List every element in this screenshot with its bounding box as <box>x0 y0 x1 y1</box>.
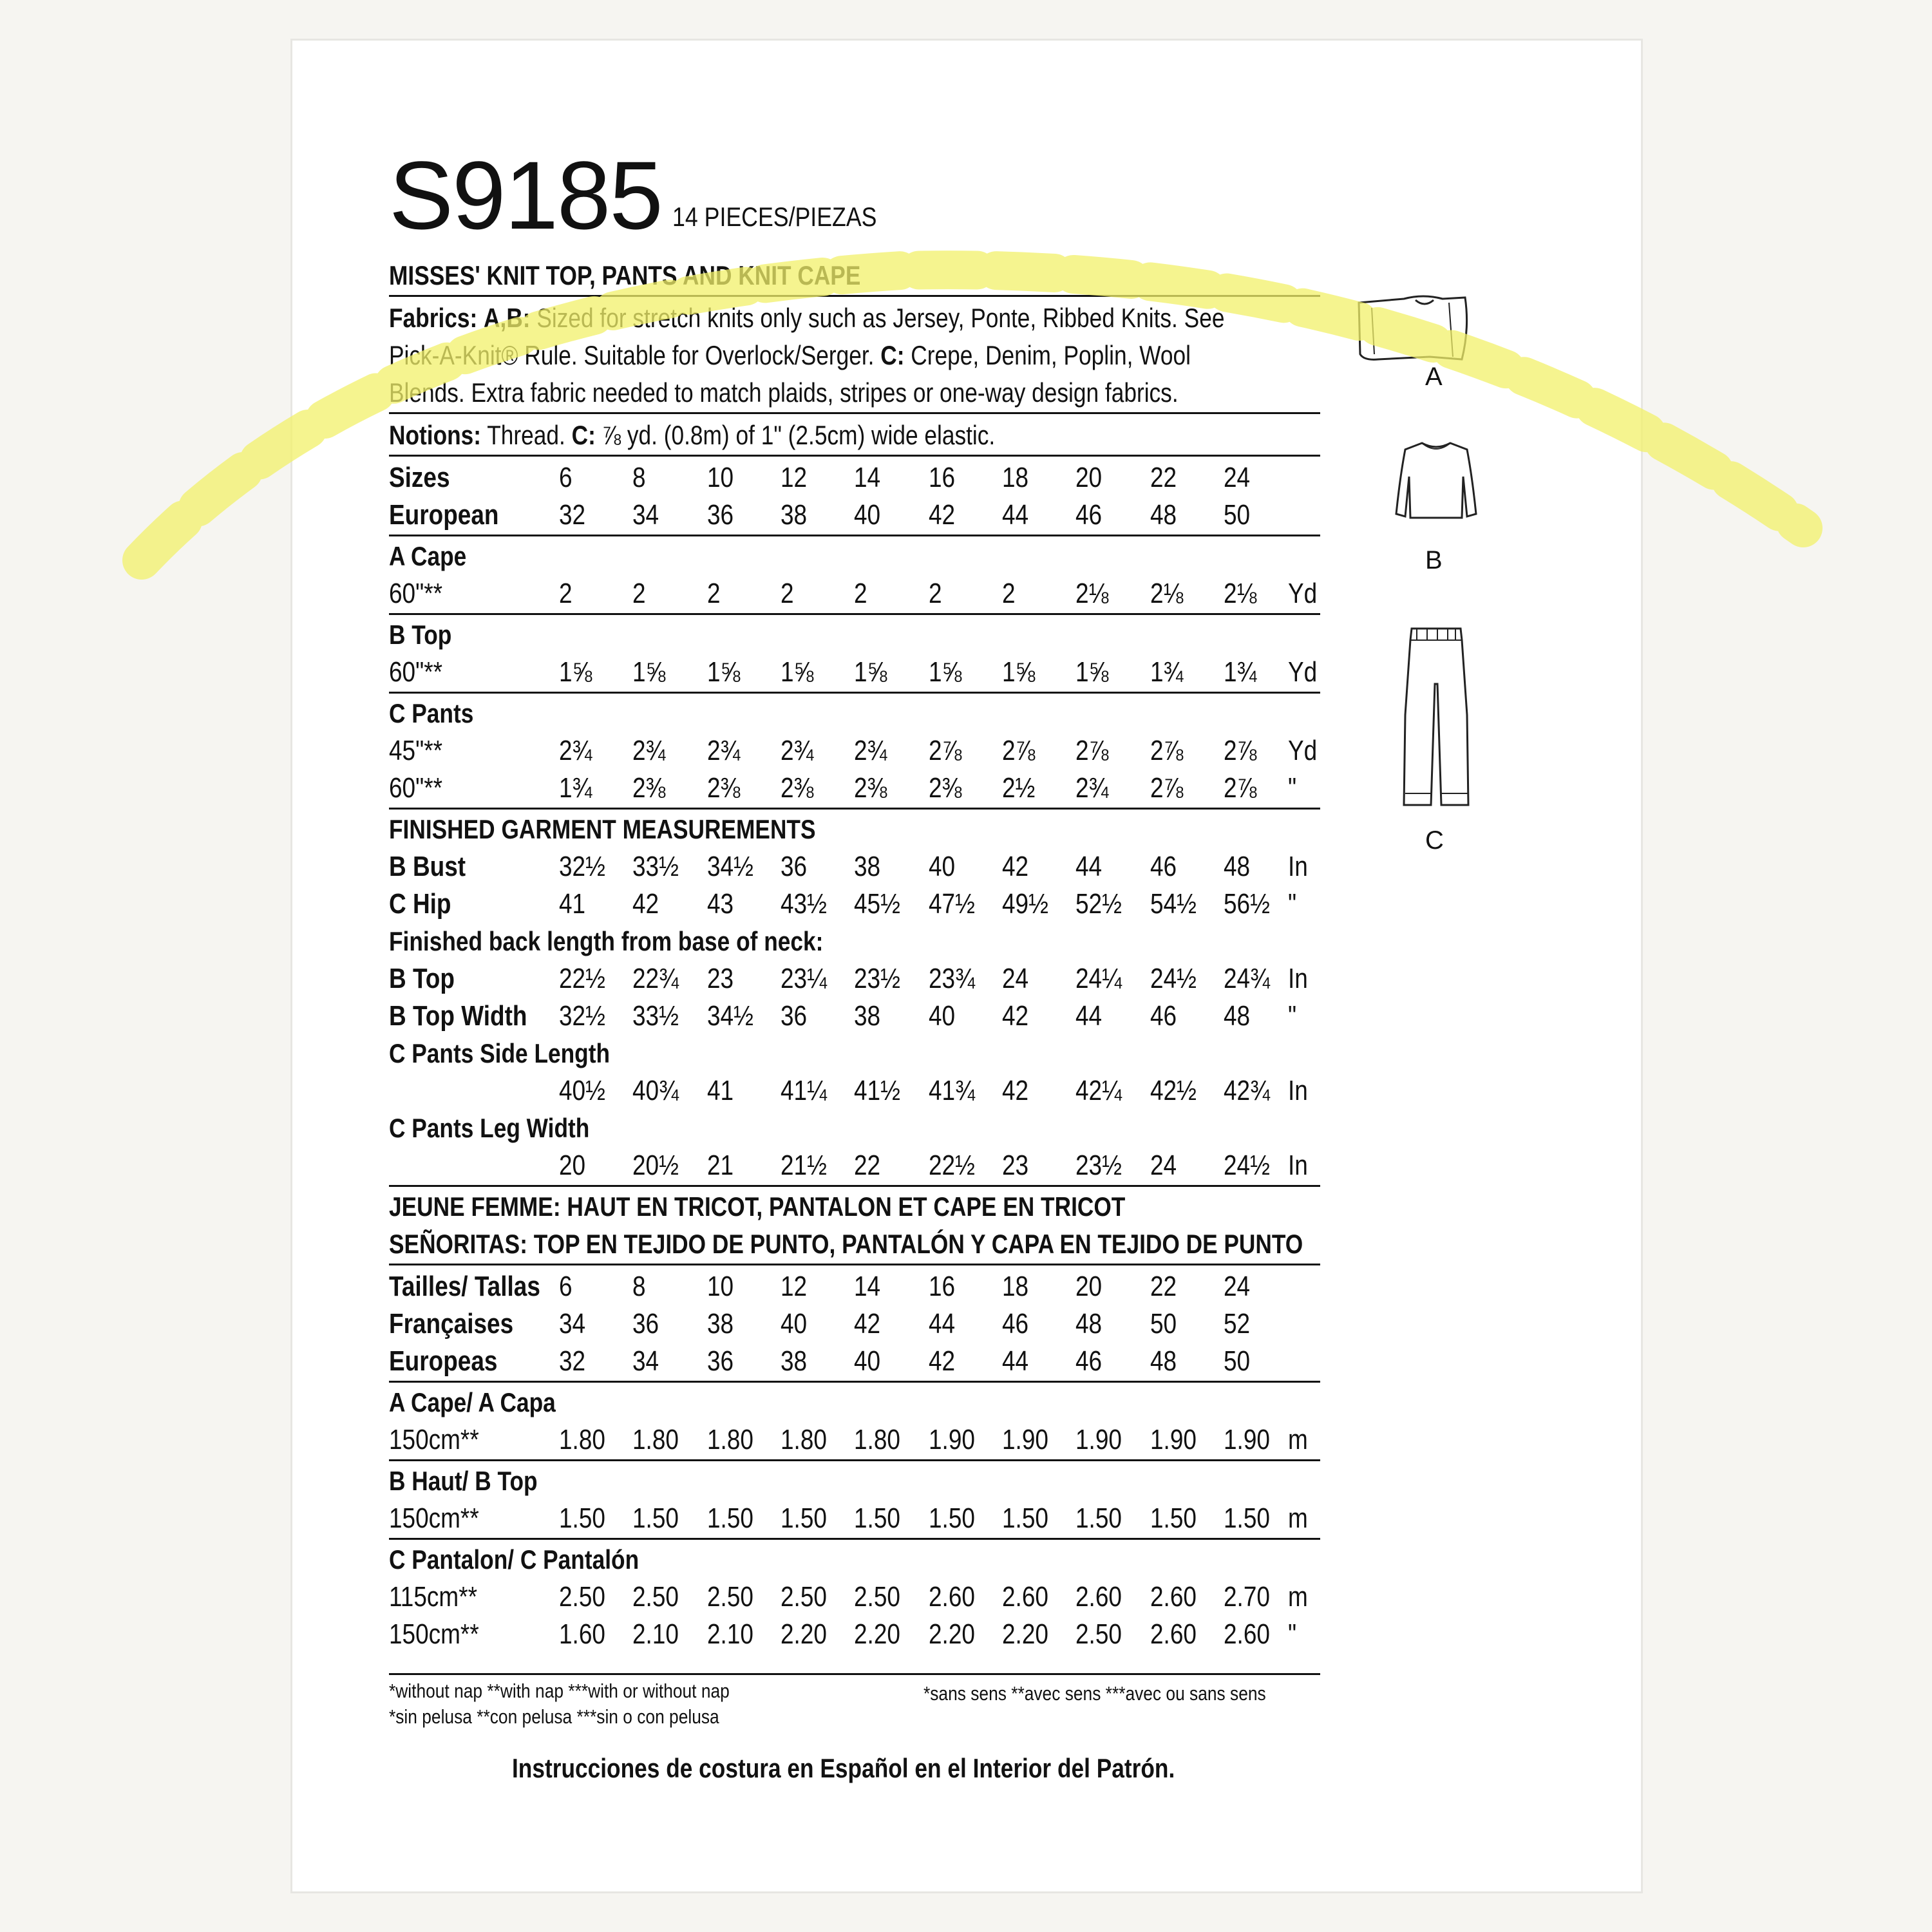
cell-value: 22 <box>1150 462 1177 493</box>
cell-value: 1¾ <box>1150 656 1184 688</box>
top-heading: B Top <box>389 620 452 650</box>
divider <box>389 535 1320 536</box>
cell-value: 46 <box>1075 499 1103 531</box>
cell-value: 40 <box>929 1000 956 1032</box>
cell-value: 32½ <box>559 1000 605 1032</box>
cell-value: 23 <box>707 963 734 994</box>
cell-value: 36 <box>781 1000 808 1032</box>
capa-150-row <box>389 1422 1320 1458</box>
cell-value: 40½ <box>559 1075 605 1106</box>
cell-value: 34½ <box>707 851 753 882</box>
tailles-row <box>389 1269 1320 1305</box>
notions-line <box>389 417 995 453</box>
cell-value: 36 <box>707 499 734 531</box>
cell-value: 46 <box>1150 1000 1177 1032</box>
cell-value: 2.50 <box>707 1581 753 1613</box>
cell-value: 23¾ <box>929 963 975 994</box>
row-label: Françaises <box>389 1308 514 1340</box>
francaises-row <box>389 1306 1320 1342</box>
cell-value: 1.90 <box>1224 1424 1270 1455</box>
divider <box>389 613 1320 615</box>
cell-value: 22 <box>854 1150 881 1181</box>
cell-value: 14 <box>854 462 881 493</box>
cell-value: 24 <box>1224 1271 1251 1302</box>
cell-value: 1.50 <box>559 1502 605 1534</box>
row-label: 115cm** <box>389 1581 477 1613</box>
cell-value: 52 <box>1224 1308 1251 1340</box>
cell-value: 2 <box>781 578 794 609</box>
row-label: Europeas <box>389 1345 498 1377</box>
pattern-number: S9185 <box>389 141 662 249</box>
cell-value: 23 <box>1002 1150 1029 1181</box>
divider <box>389 1673 1320 1675</box>
cell-value: 36 <box>632 1308 659 1340</box>
cell-value: 1.50 <box>781 1502 827 1534</box>
cell-value: 1.50 <box>1150 1502 1197 1534</box>
divider <box>389 1264 1320 1265</box>
cell-value: 2⅛ <box>1075 578 1109 609</box>
cell-value: 2.60 <box>1150 1618 1197 1650</box>
row-label: 150cm** <box>389 1618 479 1650</box>
unit-label: " <box>1288 888 1297 920</box>
notions-label: Notions: <box>389 420 482 450</box>
unit-label: In <box>1288 963 1308 994</box>
back-length-heading: Finished back length from base of neck: <box>389 926 824 956</box>
cell-value: 42 <box>929 1345 956 1377</box>
cell-value: 1⅝ <box>1075 656 1109 688</box>
cell-value: 1.50 <box>1075 1502 1122 1534</box>
cell-value: 48 <box>1224 851 1251 882</box>
pants-heading: C Pants <box>389 698 474 728</box>
europeas-row <box>389 1343 1320 1379</box>
unit-label: Yd <box>1288 735 1318 766</box>
cell-value: 2.50 <box>781 1581 827 1613</box>
cell-value: 1.50 <box>632 1502 679 1534</box>
cell-value: 1⅝ <box>707 656 741 688</box>
cell-value: 2⅜ <box>781 772 814 804</box>
cell-value: 42½ <box>1150 1075 1197 1106</box>
cell-value: 2⅜ <box>632 772 666 804</box>
pantalon-heading: C Pantalon/ C Pantalón <box>389 1544 639 1575</box>
cell-value: 10 <box>707 462 734 493</box>
pants-45-row <box>389 733 1320 769</box>
cell-value: 21 <box>707 1150 734 1181</box>
cell-value: 2⅛ <box>1224 578 1257 609</box>
cell-value: 8 <box>632 1271 646 1302</box>
fabrics-ab-text-1: Sized for stretch knits only such as Jersey, Ponte, Ribbed Knits. See <box>536 303 1225 333</box>
cell-value: 42 <box>1002 851 1029 882</box>
cell-value: 22 <box>1150 1271 1177 1302</box>
cell-value: 24¼ <box>1075 963 1122 994</box>
cell-value: 18 <box>1002 462 1029 493</box>
divider <box>389 692 1320 694</box>
cell-value: 54½ <box>1150 888 1197 920</box>
top-length-row <box>389 961 1320 997</box>
fabrics-line-2 <box>389 337 1191 374</box>
view-label-a: A <box>1425 363 1443 391</box>
cell-value: 48 <box>1075 1308 1103 1340</box>
cell-value: 14 <box>854 1271 881 1302</box>
cell-value: 1.80 <box>632 1424 679 1455</box>
cell-value: 44 <box>1002 1345 1029 1377</box>
cell-value: 24¾ <box>1224 963 1270 994</box>
row-label: 60"** <box>389 578 443 609</box>
unit-label: In <box>1288 851 1308 882</box>
cell-value: 2¾ <box>559 735 592 766</box>
cell-value: 2 <box>632 578 646 609</box>
cape-heading: A Cape <box>389 541 467 571</box>
cell-value: 2 <box>707 578 721 609</box>
row-label: European <box>389 499 499 531</box>
cell-value: 22¾ <box>632 963 679 994</box>
cell-value: 2⅞ <box>1002 735 1036 766</box>
cell-value: 2 <box>854 578 867 609</box>
pantalon-115-row <box>389 1579 1320 1615</box>
cell-value: 52½ <box>1075 888 1122 920</box>
cape-sketch <box>1352 290 1481 380</box>
cell-value: 2.50 <box>854 1581 900 1613</box>
row-label: 45"** <box>389 735 443 766</box>
cell-value: 2⅞ <box>1224 772 1257 804</box>
cell-value: 42 <box>854 1308 881 1340</box>
cell-value: 2 <box>559 578 573 609</box>
cell-value: 1.90 <box>929 1424 975 1455</box>
cell-value: 20 <box>559 1150 586 1181</box>
sizes-row <box>389 460 1320 496</box>
cell-value: 46 <box>1002 1308 1029 1340</box>
cell-value: 45½ <box>854 888 900 920</box>
cell-value: 2.10 <box>632 1618 679 1650</box>
divider <box>389 295 1320 297</box>
top-sketch <box>1391 438 1481 528</box>
cell-value: 22½ <box>929 1150 975 1181</box>
cell-value: 2.20 <box>1002 1618 1048 1650</box>
footnote-fr: *sans sens **avec sens ***avec ou sans sens <box>923 1682 1266 1705</box>
pantalon-150-row <box>389 1616 1320 1653</box>
cell-value: 20 <box>1075 1271 1103 1302</box>
cell-value: 50 <box>1224 499 1251 531</box>
row-label: 150cm** <box>389 1424 479 1455</box>
cell-value: 36 <box>781 851 808 882</box>
unit-label: In <box>1288 1150 1308 1181</box>
leg-width-heading: C Pants Leg Width <box>389 1113 590 1143</box>
row-label: 150cm** <box>389 1502 479 1534</box>
pattern-title: MISSES' KNIT TOP, PANTS AND KNIT CAPE <box>389 260 861 290</box>
cell-value: 6 <box>559 1271 573 1302</box>
cell-value: 2¾ <box>781 735 814 766</box>
cell-value: 40¾ <box>632 1075 679 1106</box>
divider <box>389 1381 1320 1383</box>
cell-value: 1.50 <box>854 1502 900 1534</box>
cell-value: 42¾ <box>1224 1075 1270 1106</box>
cell-value: 23½ <box>1075 1150 1122 1181</box>
cell-value: 32 <box>559 1345 586 1377</box>
cell-value: 2½ <box>1002 772 1036 804</box>
cell-value: 2.20 <box>929 1618 975 1650</box>
cell-value: 38 <box>854 1000 881 1032</box>
cell-value: 48 <box>1150 1345 1177 1377</box>
cell-value: 41¼ <box>781 1075 827 1106</box>
view-label-c: C <box>1425 826 1444 855</box>
cell-value: 2¾ <box>854 735 887 766</box>
divider <box>389 1459 1320 1461</box>
cell-value: 48 <box>1224 1000 1251 1032</box>
fabrics-c-text-1: Crepe, Denim, Poplin, Wool <box>911 340 1191 370</box>
cell-value: 1.60 <box>559 1618 605 1650</box>
pants-sketch <box>1397 625 1475 811</box>
top-width-row <box>389 998 1320 1034</box>
row-label: Tailles/ Tallas <box>389 1271 540 1302</box>
cell-value: 42 <box>929 499 956 531</box>
cape-60-row <box>389 576 1320 612</box>
cell-value: 20 <box>1075 462 1103 493</box>
cell-value: 2 <box>1002 578 1016 609</box>
cell-value: 41½ <box>854 1075 900 1106</box>
spanish-title: SEÑORITAS: TOP EN TEJIDO DE PUNTO, PANTALÓN Y CAPA EN TEJIDO DE PUNTO <box>389 1229 1303 1259</box>
unit-label: m <box>1288 1424 1308 1455</box>
cell-value: 46 <box>1075 1345 1103 1377</box>
cell-value: 1.50 <box>707 1502 753 1534</box>
cell-value: 2.10 <box>707 1618 753 1650</box>
fabrics-line-3: Blends. Extra fabric needed to match plaids, stripes or one-way design fabrics. <box>389 377 1179 408</box>
cell-value: 2¾ <box>707 735 741 766</box>
cell-value: 2.50 <box>559 1581 605 1613</box>
cell-value: 2.50 <box>632 1581 679 1613</box>
cell-value: 10 <box>707 1271 734 1302</box>
divider <box>389 1538 1320 1540</box>
view-label-b: B <box>1425 546 1443 574</box>
french-title: JEUNE FEMME: HAUT EN TRICOT, PANTALON ET CAPE EN TRICOT <box>389 1191 1126 1222</box>
cell-value: 1.50 <box>1002 1502 1048 1534</box>
cell-value: 21½ <box>781 1150 827 1181</box>
cell-value: 33½ <box>632 1000 679 1032</box>
row-label: B Top <box>389 963 455 994</box>
row-label: B Top Width <box>389 1000 527 1032</box>
cell-value: 36 <box>707 1345 734 1377</box>
cell-value: 2⅞ <box>929 735 962 766</box>
cell-value: 23¼ <box>781 963 827 994</box>
cell-value: 47½ <box>929 888 975 920</box>
cell-value: 2.60 <box>1002 1581 1048 1613</box>
cell-value: 42 <box>1002 1075 1029 1106</box>
cell-value: 1.50 <box>1224 1502 1270 1534</box>
cell-value: 38 <box>707 1308 734 1340</box>
cell-value: 32 <box>559 499 586 531</box>
unit-label: In <box>1288 1075 1308 1106</box>
cell-value: 42 <box>632 888 659 920</box>
cell-value: 42 <box>1002 1000 1029 1032</box>
cell-value: 24 <box>1150 1150 1177 1181</box>
unit-label: Yd <box>1288 656 1318 688</box>
cell-value: 41 <box>559 888 586 920</box>
cell-value: 32½ <box>559 851 605 882</box>
cell-value: 43½ <box>781 888 827 920</box>
cell-value: 2.70 <box>1224 1581 1270 1613</box>
cell-value: 6 <box>559 462 573 493</box>
cell-value: 38 <box>854 851 881 882</box>
haut-heading: B Haut/ B Top <box>389 1466 538 1496</box>
unit-label: Yd <box>1288 578 1318 609</box>
cell-value: 2⅞ <box>1150 772 1184 804</box>
cell-value: 38 <box>781 1345 808 1377</box>
cell-value: 40 <box>854 1345 881 1377</box>
cell-value: 24½ <box>1150 963 1197 994</box>
unit-label: " <box>1288 1618 1297 1650</box>
cell-value: 2⅞ <box>1150 735 1184 766</box>
cell-value: 40 <box>854 499 881 531</box>
cell-value: 1.50 <box>929 1502 975 1534</box>
instructions-note: Instrucciones de costura en Español en el Interior del Patrón. <box>512 1753 1175 1783</box>
cell-value: 34 <box>559 1308 586 1340</box>
cell-value: 2 <box>929 578 942 609</box>
notions-text-2: ⅞ yd. (0.8m) of 1" (2.5cm) wide elastic. <box>601 420 996 450</box>
unit-label: m <box>1288 1502 1308 1534</box>
cell-value: 41¾ <box>929 1075 975 1106</box>
divider <box>389 412 1320 414</box>
capa-heading: A Cape/ A Capa <box>389 1387 556 1417</box>
fabrics-c-label: C: <box>880 340 905 370</box>
cell-value: 2.50 <box>1075 1618 1122 1650</box>
cell-value: 20½ <box>632 1150 679 1181</box>
cell-value: 48 <box>1150 499 1177 531</box>
divider <box>389 455 1320 457</box>
cell-value: 2⅜ <box>929 772 962 804</box>
row-label: 60"** <box>389 656 443 688</box>
cell-value: 16 <box>929 462 956 493</box>
cell-value: 1.80 <box>781 1424 827 1455</box>
cell-value: 1⅝ <box>854 656 887 688</box>
cell-value: 2.60 <box>1075 1581 1122 1613</box>
cell-value: 16 <box>929 1271 956 1302</box>
cell-value: 2⅜ <box>854 772 887 804</box>
divider <box>389 1185 1320 1187</box>
row-label: 60"** <box>389 772 443 804</box>
cell-value: 8 <box>632 462 646 493</box>
cell-value: 34 <box>632 1345 659 1377</box>
cell-value: 44 <box>1002 499 1029 531</box>
cell-value: 38 <box>781 499 808 531</box>
cell-value: 24½ <box>1224 1150 1270 1181</box>
unit-label: " <box>1288 1000 1297 1032</box>
cell-value: 2.60 <box>1224 1618 1270 1650</box>
cell-value: 1⅝ <box>781 656 814 688</box>
top-60-row <box>389 654 1320 690</box>
notions-c-label: C: <box>571 420 596 450</box>
cell-value: 2⅛ <box>1150 578 1184 609</box>
divider <box>389 808 1320 810</box>
cell-value: 1.90 <box>1075 1424 1122 1455</box>
cell-value: 1.80 <box>854 1424 900 1455</box>
cell-value: 40 <box>781 1308 808 1340</box>
cell-value: 40 <box>929 851 956 882</box>
finished-measurements-heading: FINISHED GARMENT MEASUREMENTS <box>389 814 816 844</box>
cell-value: 1.80 <box>707 1424 753 1455</box>
cell-value: 41 <box>707 1075 734 1106</box>
cell-value: 33½ <box>632 851 679 882</box>
cell-value: 42¼ <box>1075 1075 1122 1106</box>
fabrics-label: Fabrics: <box>389 303 478 333</box>
cell-value: 24 <box>1224 462 1251 493</box>
leg-width-row <box>389 1148 1320 1184</box>
cell-value: 1⅝ <box>929 656 962 688</box>
footnote-en: *without nap **with nap ***with or without nap <box>389 1680 730 1702</box>
cell-value: 1¾ <box>1224 656 1257 688</box>
cell-value: 44 <box>1075 1000 1103 1032</box>
cell-value: 46 <box>1150 851 1177 882</box>
cell-value: 2⅜ <box>707 772 741 804</box>
cell-value: 2.20 <box>854 1618 900 1650</box>
cell-value: 1.80 <box>559 1424 605 1455</box>
unit-label: " <box>1288 772 1297 804</box>
notions-text-1: Thread. <box>487 420 565 450</box>
cell-value: 1⅝ <box>632 656 666 688</box>
cell-value: 2¾ <box>632 735 666 766</box>
cell-value: 2⅞ <box>1075 735 1109 766</box>
row-label: B Bust <box>389 851 466 882</box>
cell-value: 23½ <box>854 963 900 994</box>
cell-value: 1⅝ <box>1002 656 1036 688</box>
cell-value: 43 <box>707 888 734 920</box>
hip-row <box>389 886 1320 922</box>
side-length-row <box>389 1073 1320 1109</box>
european-row <box>389 497 1320 533</box>
cell-value: 12 <box>781 462 808 493</box>
cell-value: 2¾ <box>1075 772 1109 804</box>
cell-value: 2⅞ <box>1224 735 1257 766</box>
piece-count: 14 PIECES/PIEZAS <box>672 202 877 232</box>
cell-value: 34½ <box>707 1000 753 1032</box>
footnote-es: *sin pelusa **con pelusa ***sin o con pelusa <box>389 1705 719 1728</box>
bust-row <box>389 849 1320 885</box>
cell-value: 44 <box>929 1308 956 1340</box>
side-length-heading: C Pants Side Length <box>389 1038 611 1068</box>
row-label: C Hip <box>389 888 451 920</box>
fabrics-line-1 <box>389 300 1224 336</box>
row-label: Sizes <box>389 462 450 493</box>
pants-60-row <box>389 770 1320 806</box>
cell-value: 22½ <box>559 963 605 994</box>
cell-value: 1.90 <box>1150 1424 1197 1455</box>
fabrics-ab-text-2: Pick-A-Knit® Rule. Suitable for Overlock/Serger. <box>389 340 875 370</box>
cell-value: 1⅝ <box>559 656 592 688</box>
cell-value: 1¾ <box>559 772 592 804</box>
cell-value: 24 <box>1002 963 1029 994</box>
cell-value: 1.90 <box>1002 1424 1048 1455</box>
cell-value: 2.20 <box>781 1618 827 1650</box>
cell-value: 49½ <box>1002 888 1048 920</box>
fabrics-ab-label: A,B: <box>484 303 531 333</box>
cell-value: 50 <box>1150 1308 1177 1340</box>
cell-value: 2.60 <box>1150 1581 1197 1613</box>
cell-value: 18 <box>1002 1271 1029 1302</box>
cell-value: 12 <box>781 1271 808 1302</box>
cell-value: 56½ <box>1224 888 1270 920</box>
unit-label: m <box>1288 1581 1308 1613</box>
haut-150-row <box>389 1501 1320 1537</box>
cell-value: 44 <box>1075 851 1103 882</box>
cell-value: 2.60 <box>929 1581 975 1613</box>
cell-value: 34 <box>632 499 659 531</box>
cell-value: 50 <box>1224 1345 1251 1377</box>
